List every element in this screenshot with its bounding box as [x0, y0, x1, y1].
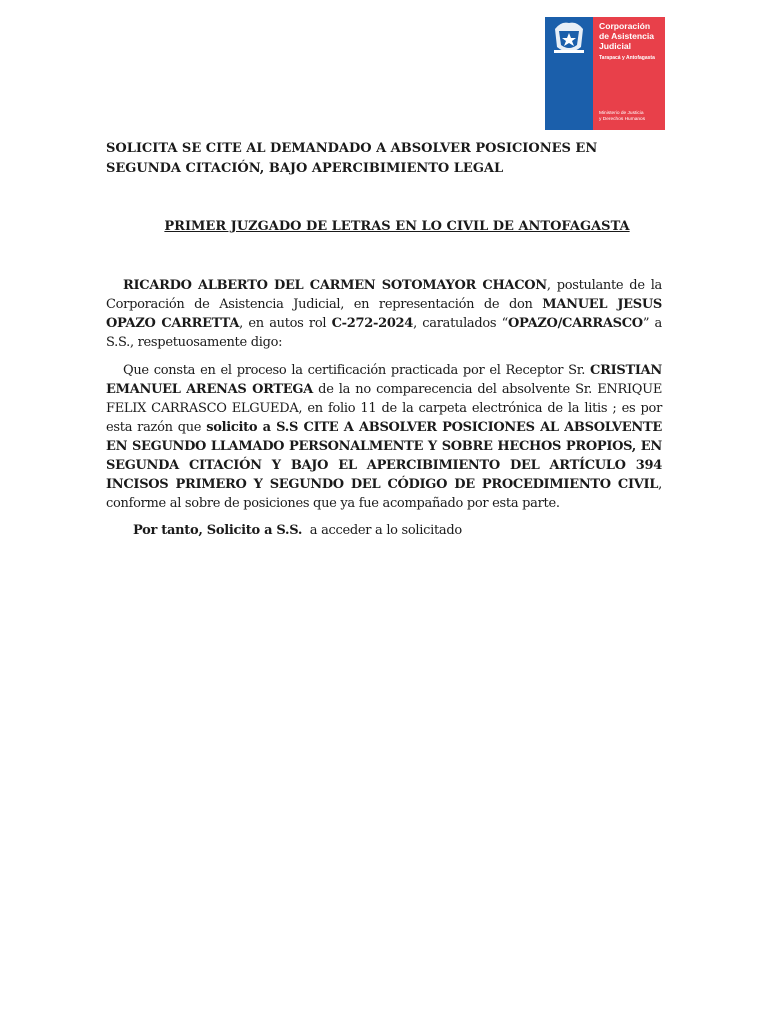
court-heading: PRIMER JUZGADO DE LETRAS EN LO CIVIL DE ANTOFAGASTA	[164, 219, 630, 234]
institution-logo	[545, 17, 665, 130]
request-text: solicito a S.S CITE A ABSOLVER POSICIONES AL ABSOLVENTE EN SEGUNDO LLAMADO PERSONALMENTE Y SOBRE HECHOS PROPIOS, EN SEGUNDA CITACIÓN Y BAJO EL APERCIBIMIENTO DEL ARTÍCULO 394 INCISOS PRIMERO Y SEGUNDO DEL CÓDIGO DE PROCEDIMIENTO CIVIL	[106, 420, 662, 492]
org-ministry: Ministerio de Justicia y Derechos Humanos	[599, 111, 646, 122]
closing-bold: Por tanto, Solicito a S.S.	[133, 523, 303, 538]
org-name: Corporación de Asistencia Judicial	[599, 21, 655, 51]
coat-of-arms-icon	[545, 17, 593, 77]
case-rol: C-272-2024	[331, 316, 414, 331]
logo-bottom-band	[545, 100, 593, 130]
lawyer-name: RICARDO ALBERTO DEL CARMEN SOTOMAYOR CHACON	[123, 278, 547, 293]
logo-red-panel	[593, 17, 665, 130]
document-subject: SOLICITA SE CITE AL DEMANDADO A ABSOLVER POSICIONES EN SEGUNDA CITACIÓN, BAJO APERCIBIMIENTO LEGAL	[106, 141, 598, 176]
paragraph-intro: RICARDO ALBERTO DEL CARMEN SOTOMAYOR CHACON, postulante de la Corporación de Asistencia Judicial, en representación de don MANUEL JESUS OPAZO CARRETTA, en autos rol C-272-2024, caratulados “OPAZO/CARRASCO” a S.S., respetuosamente digo:	[106, 278, 662, 350]
paragraph-closing: Por tanto, Solicito a S.S. a acceder a lo solicitado	[133, 523, 462, 538]
org-region: Tarapacá y Antofagasta	[599, 55, 655, 61]
logo-blue-panel	[545, 17, 593, 130]
case-caratula: OPAZO/CARRASCO	[508, 316, 643, 331]
receptor-name: CRISTIAN EMANUEL ARENAS ORTEGA	[106, 363, 662, 397]
client-name: MANUEL JESUS OPAZO CARRETTA	[106, 297, 662, 331]
paragraph-request: Que consta en el proceso la certificación practicada por el Receptor Sr. CRISTIAN EMANUEL ARENAS ORTEGA de la no comparecencia del absolvente Sr. ENRIQUE FELIX CARRASCO ELGUEDA, en folio 11 de la carpeta electrónica de la litis ; es por esta razón que solicito a S.S CITE A ABSOLVER POSICIONES AL ABSOLVENTE EN SEGUNDO LLAMADO PERSONALMENTE Y SOBRE HECHOS PROPIOS, EN SEGUNDA CITACIÓN Y BAJO EL APERCIBIMIENTO DEL ARTÍCULO 394 INCISOS PRIMERO Y SEGUNDO DEL CÓDIGO DE PROCEDIMIENTO CIVIL, conforme al sobre de posiciones que ya fue acompañado por esta parte.	[106, 363, 663, 511]
